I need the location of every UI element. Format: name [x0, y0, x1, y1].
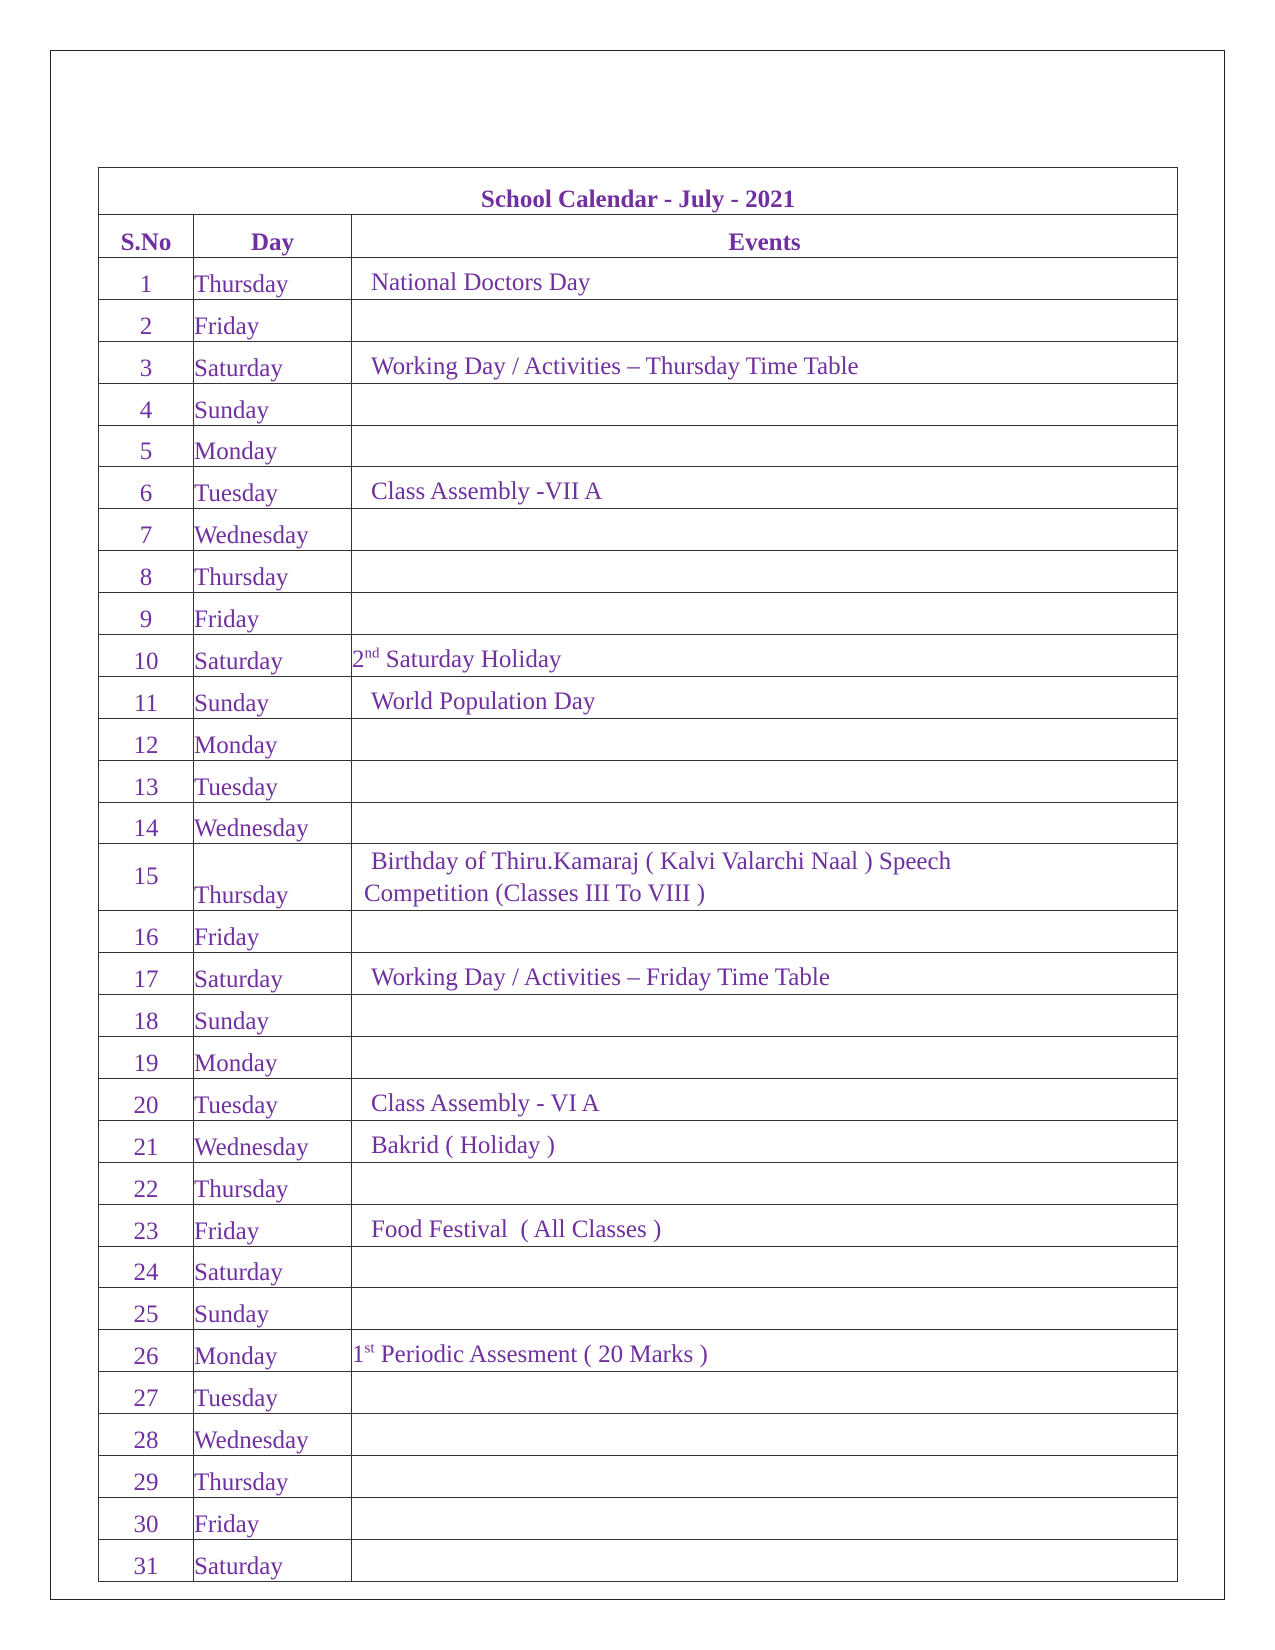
table-row	[99, 593, 1178, 635]
day-name: Sunday	[194, 676, 352, 718]
event-text	[352, 1497, 1178, 1539]
event-text	[352, 299, 1178, 341]
day-name: Saturday	[194, 635, 352, 677]
event-line-1: Birthday of Thiru.Kamaraj ( Kalvi Valarchi Naal ) Speech	[371, 848, 952, 876]
serial-number: 8	[99, 551, 194, 593]
day-name: Thursday	[194, 1456, 352, 1498]
table-row	[99, 718, 1178, 760]
table-row	[99, 953, 1178, 995]
day-name: Thursday	[194, 1162, 352, 1204]
table-row	[99, 1456, 1178, 1498]
event-text	[352, 1162, 1178, 1204]
table-row	[99, 1120, 1178, 1162]
event-label: Periodic Assesment ( 20 Marks )	[374, 1341, 708, 1369]
day-name: Monday	[194, 1330, 352, 1372]
event-text	[352, 635, 1178, 677]
day-name: Sunday	[194, 1288, 352, 1330]
table-row	[99, 1330, 1178, 1372]
day-name: Wednesday	[194, 509, 352, 551]
table-row	[99, 635, 1178, 677]
serial-number: 19	[99, 1037, 194, 1079]
table-row	[99, 1204, 1178, 1246]
table-row	[99, 1414, 1178, 1456]
header-row	[99, 215, 1178, 258]
table-row	[99, 1079, 1178, 1121]
serial-number: 17	[99, 953, 194, 995]
table-row	[99, 802, 1178, 844]
table-row	[99, 467, 1178, 509]
day-name: Friday	[194, 911, 352, 953]
day-name: Thursday	[194, 844, 352, 911]
title-row	[99, 168, 1178, 215]
event-text	[352, 1288, 1178, 1330]
event-text: Food Festival ( All Classes )	[352, 1204, 1178, 1246]
serial-number: 5	[99, 425, 194, 467]
day-name: Friday	[194, 593, 352, 635]
serial-number: 4	[99, 383, 194, 425]
event-text: World Population Day	[352, 676, 1178, 718]
table-row	[99, 1497, 1178, 1539]
serial-number: 10	[99, 635, 194, 677]
table-row	[99, 995, 1178, 1037]
event-line-2: Competition (Classes III To VIII )	[364, 880, 706, 908]
event-ordinal-suffix: st	[364, 1340, 375, 1357]
event-text	[352, 1246, 1178, 1288]
event-text: Class Assembly - VI A	[352, 1079, 1178, 1121]
serial-number: 9	[99, 593, 194, 635]
event-text	[352, 1372, 1178, 1414]
event-label: Saturday Holiday	[379, 645, 562, 673]
serial-number: 7	[99, 509, 194, 551]
column-header-events: Events	[352, 215, 1178, 258]
table-row	[99, 551, 1178, 593]
day-name: Friday	[194, 299, 352, 341]
table-row	[99, 1037, 1178, 1079]
serial-number: 18	[99, 995, 194, 1037]
event-text	[352, 1456, 1178, 1498]
day-name: Saturday	[194, 341, 352, 383]
serial-number: 30	[99, 1497, 194, 1539]
day-name: Sunday	[194, 995, 352, 1037]
table-row	[99, 911, 1178, 953]
event-ordinal-number: 2	[352, 645, 365, 673]
day-name: Monday	[194, 1037, 352, 1079]
table-row	[99, 1162, 1178, 1204]
serial-number: 3	[99, 341, 194, 383]
column-header-day: Day	[194, 215, 352, 258]
event-text: Working Day / Activities – Thursday Time Table	[352, 341, 1178, 383]
day-name: Friday	[194, 1497, 352, 1539]
serial-number: 21	[99, 1120, 194, 1162]
table-row	[99, 844, 1178, 911]
event-text	[352, 383, 1178, 425]
table-row	[99, 1288, 1178, 1330]
table-row	[99, 258, 1178, 300]
serial-number: 1	[99, 258, 194, 300]
table-row	[99, 383, 1178, 425]
event-text	[352, 1414, 1178, 1456]
table-row	[99, 760, 1178, 802]
calendar-table	[98, 167, 1178, 1582]
event-text: Bakrid ( Holiday )	[352, 1120, 1178, 1162]
table-row	[99, 1372, 1178, 1414]
serial-number: 15	[99, 844, 194, 911]
day-name: Tuesday	[194, 1079, 352, 1121]
event-text	[352, 1330, 1178, 1372]
day-name: Tuesday	[194, 760, 352, 802]
event-text: Working Day / Activities – Friday Time Table	[352, 953, 1178, 995]
event-text	[352, 551, 1178, 593]
event-text: Class Assembly -VII A	[352, 467, 1178, 509]
event-text	[352, 1539, 1178, 1581]
serial-number: 27	[99, 1372, 194, 1414]
table-row	[99, 509, 1178, 551]
serial-number: 13	[99, 760, 194, 802]
event-text: National Doctors Day	[352, 258, 1178, 300]
serial-number: 11	[99, 676, 194, 718]
serial-number: 20	[99, 1079, 194, 1121]
day-name: Tuesday	[194, 1372, 352, 1414]
event-ordinal-suffix: nd	[364, 645, 380, 662]
day-name: Wednesday	[194, 1120, 352, 1162]
day-name: Friday	[194, 1204, 352, 1246]
serial-number: 12	[99, 718, 194, 760]
event-text	[352, 593, 1178, 635]
table-row	[99, 1246, 1178, 1288]
serial-number: 6	[99, 467, 194, 509]
serial-number: 14	[99, 802, 194, 844]
serial-number: 23	[99, 1204, 194, 1246]
event-text	[352, 718, 1178, 760]
event-text	[352, 509, 1178, 551]
serial-number: 29	[99, 1456, 194, 1498]
event-ordinal-number: 1	[352, 1341, 365, 1369]
day-name: Thursday	[194, 258, 352, 300]
serial-number: 2	[99, 299, 194, 341]
table-row	[99, 676, 1178, 718]
event-text	[352, 425, 1178, 467]
serial-number: 28	[99, 1414, 194, 1456]
day-name: Sunday	[194, 383, 352, 425]
serial-number: 16	[99, 911, 194, 953]
day-name: Monday	[194, 718, 352, 760]
day-name: Wednesday	[194, 802, 352, 844]
event-text	[352, 802, 1178, 844]
day-name: Saturday	[194, 953, 352, 995]
event-text	[352, 844, 1178, 911]
day-name: Monday	[194, 425, 352, 467]
column-header-sno: S.No	[99, 215, 194, 258]
event-text	[352, 760, 1178, 802]
serial-number: 25	[99, 1288, 194, 1330]
table-row	[99, 341, 1178, 383]
serial-number: 22	[99, 1162, 194, 1204]
event-text	[352, 1037, 1178, 1079]
table-row	[99, 1539, 1178, 1581]
event-text	[352, 995, 1178, 1037]
table-row	[99, 299, 1178, 341]
day-name: Tuesday	[194, 467, 352, 509]
event-text	[352, 911, 1178, 953]
calendar-title: School Calendar - July - 2021	[99, 168, 1178, 215]
day-name: Saturday	[194, 1539, 352, 1581]
table-row	[99, 425, 1178, 467]
serial-number: 31	[99, 1539, 194, 1581]
day-name: Saturday	[194, 1246, 352, 1288]
day-name: Wednesday	[194, 1414, 352, 1456]
serial-number: 24	[99, 1246, 194, 1288]
serial-number: 26	[99, 1330, 194, 1372]
day-name: Thursday	[194, 551, 352, 593]
